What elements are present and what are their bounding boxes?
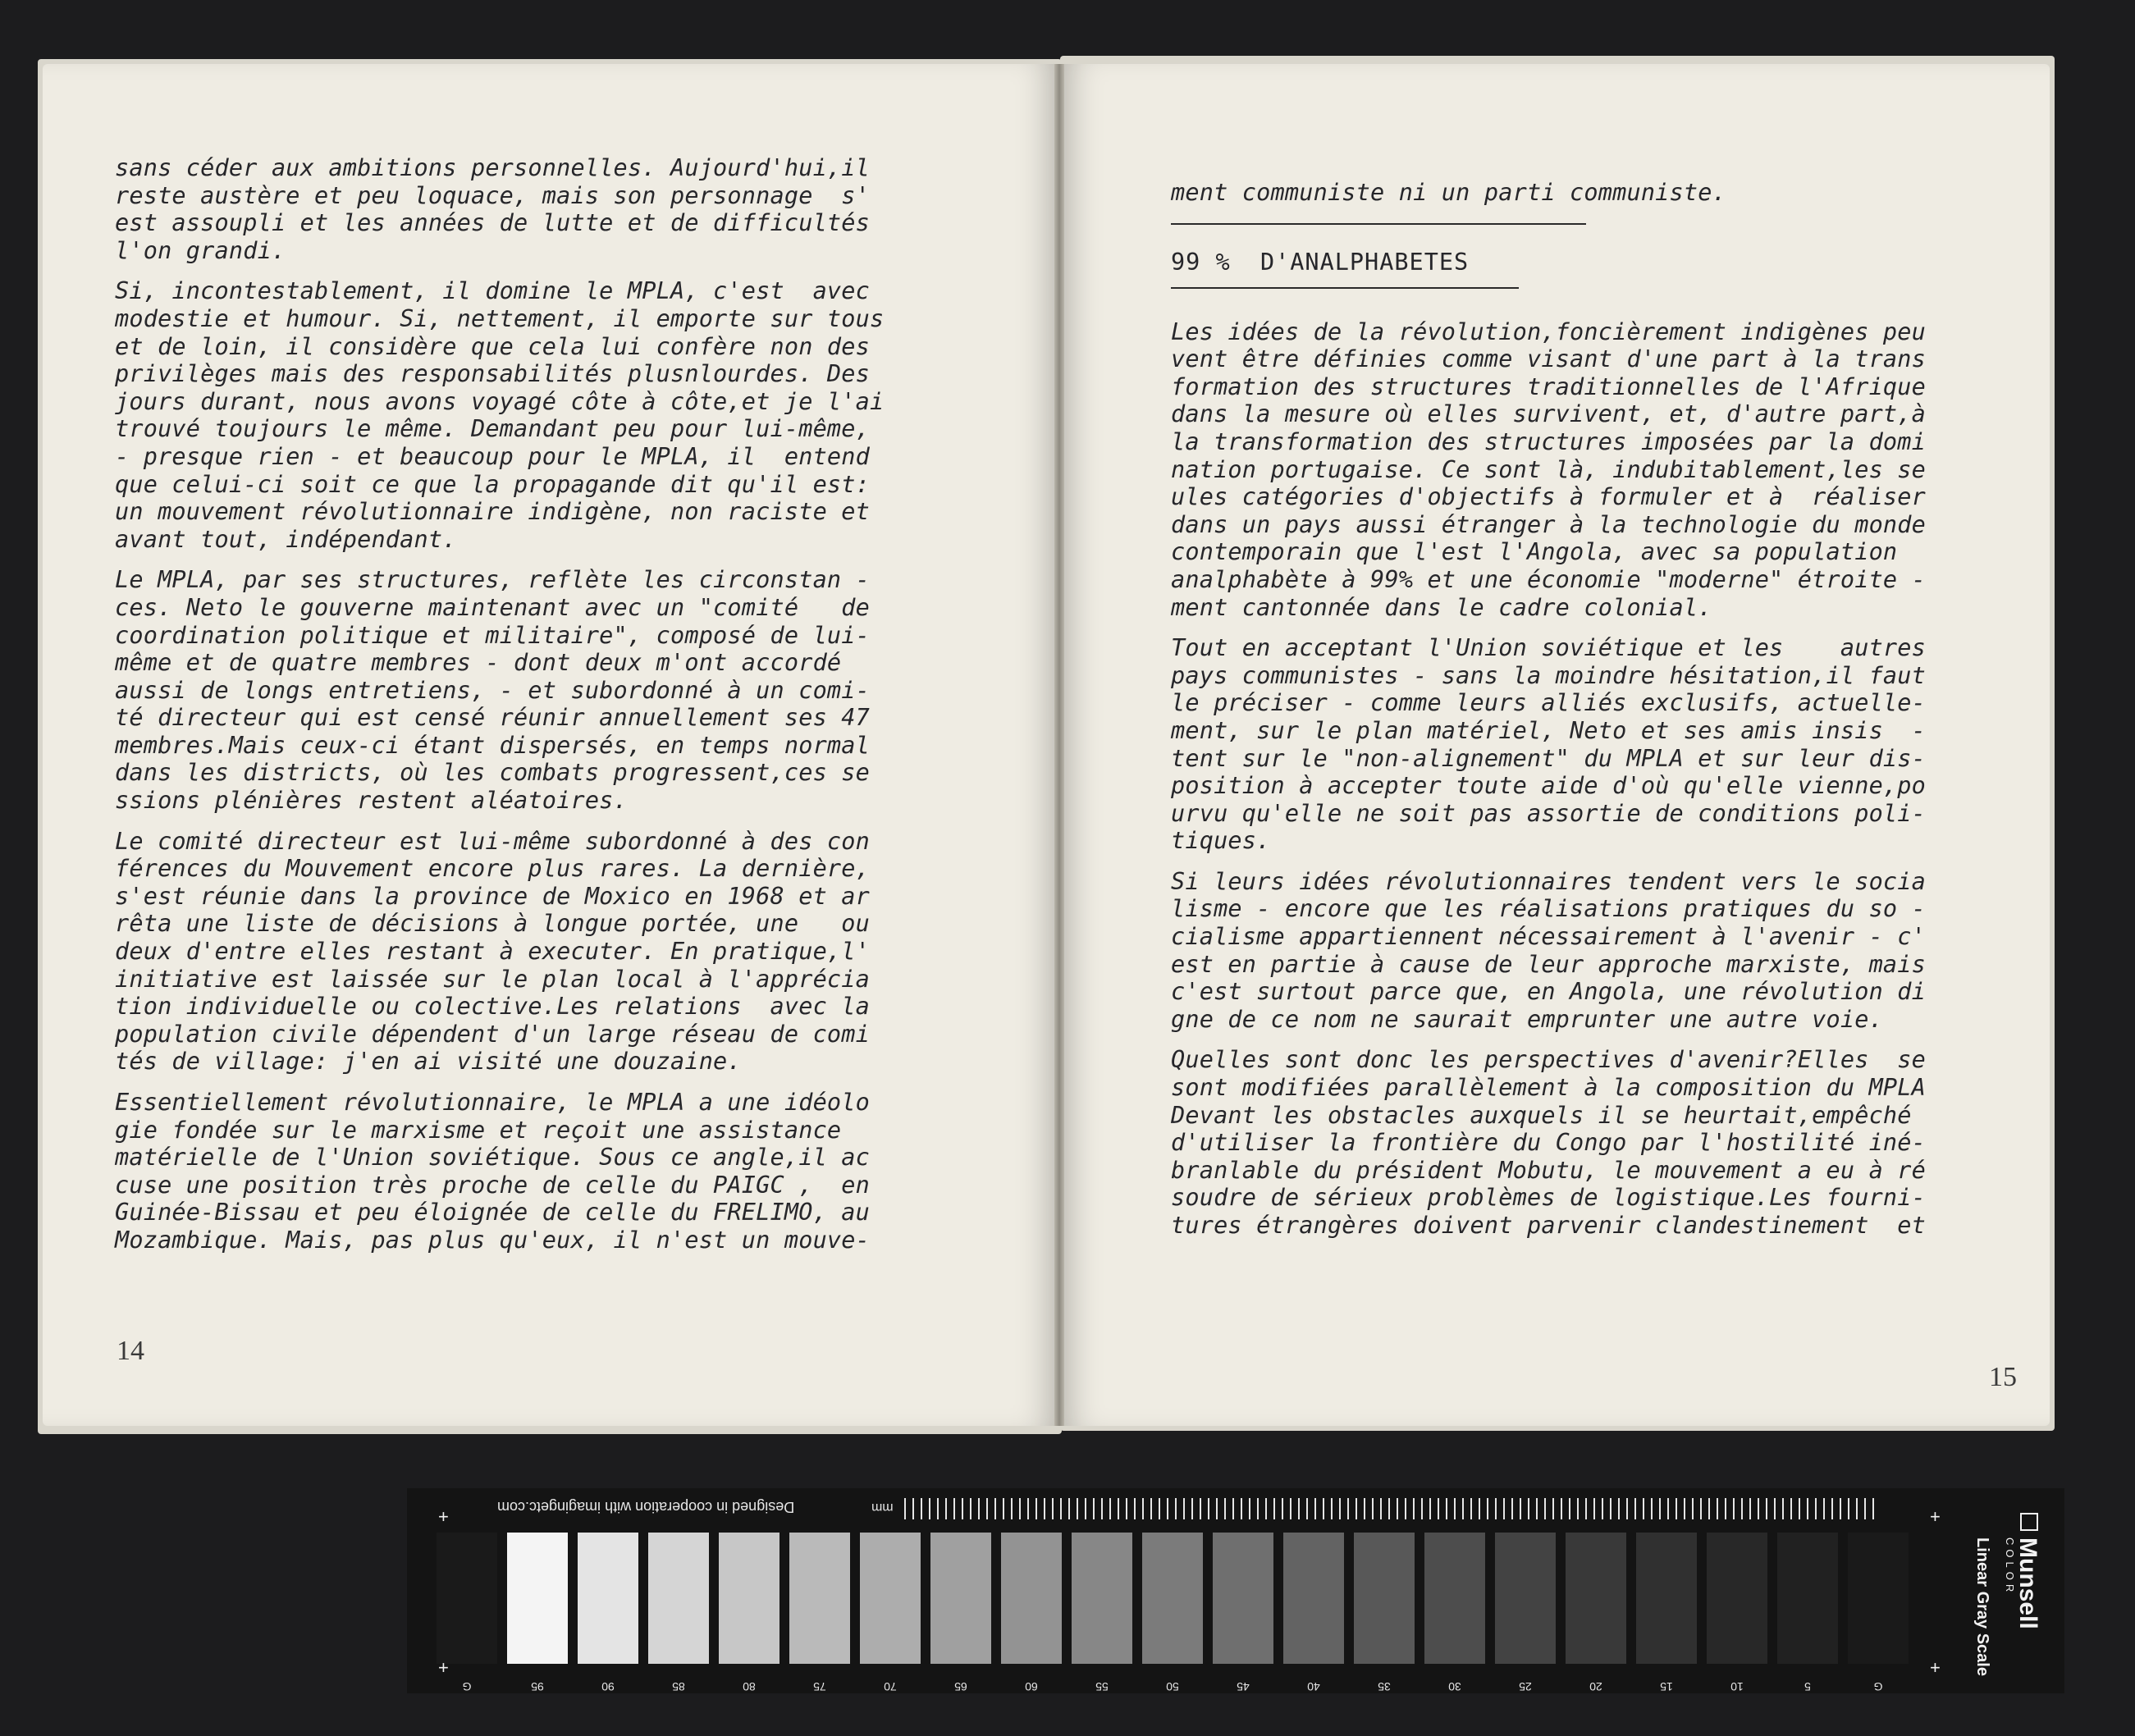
text-line: contemporain que l'est l'Angola, avec sa population <box>1171 538 1898 566</box>
text-line: position à accepter toute aide d'où qu'elle vienne,po <box>1171 772 1926 800</box>
paragraph <box>1171 1046 2041 1239</box>
swatch-label: 10 <box>1730 1680 1744 1693</box>
swatch-label: 30 <box>1448 1680 1461 1693</box>
text-line: matérielle de l'Union soviétique. Sous ce angle,il ac <box>115 1144 870 1172</box>
text-line: aussi de longs entretiens, - et subordonné à un comi- <box>115 676 870 704</box>
text-line: gie fondée sur le marxisme et reçoit une assistance <box>115 1116 842 1144</box>
text-line: ules catégories d'objectifs à formuler et à réaliser <box>1171 483 1926 511</box>
swatch-label: 75 <box>813 1680 826 1693</box>
swatch-label: 65 <box>954 1680 967 1693</box>
gray-swatch <box>789 1533 850 1693</box>
text-line: l'on grandi. <box>115 236 286 264</box>
text-line: initiative est laissée sur le plan local à l'apprécia <box>115 965 870 993</box>
text-line: Les idées de la révolution,foncièrement indigènes peu <box>1171 318 1926 345</box>
text-line: gne de ce nom ne saurait emprunter une autre voie. <box>1171 1005 1883 1033</box>
brand-name: Munsell <box>2014 1537 2041 1629</box>
gray-swatch <box>1424 1533 1485 1693</box>
section-heading-block <box>1171 223 2041 289</box>
swatch-label: 35 <box>1378 1680 1391 1693</box>
swatch-label: 60 <box>1025 1680 1038 1693</box>
paragraph <box>115 154 1046 264</box>
swatch-label: 40 <box>1307 1680 1320 1693</box>
text-line: et de loin, il considère que cela lui confère non des <box>115 332 870 360</box>
gray-swatch <box>1495 1533 1556 1693</box>
right-page <box>1064 64 2050 1426</box>
gray-swatch <box>1213 1533 1273 1693</box>
heading-rule-bottom <box>1171 287 1519 289</box>
text-line: tent sur le "non-alignement" du MPLA et sur leur dis- <box>1171 744 1926 772</box>
text-line: nation portugaise. Ce sont là, indubitablement,les se <box>1171 455 1926 483</box>
text-line: - presque rien - et beaucoup pour le MPLA, il entend <box>115 442 870 470</box>
text-line: Essentiellement révolutionnaire, le MPLA a une idéolo <box>115 1089 870 1116</box>
text-line: dans la mesure où elles survivent, et, d'autre part,à <box>1171 400 1926 428</box>
swatch-label: 50 <box>1166 1680 1179 1693</box>
text-line: Le MPLA, par ses structures, reflète les circonstan - <box>115 566 870 594</box>
text-line: ment cantonnée dans le cadre colonial. <box>1171 593 1712 621</box>
swatch-label: G <box>462 1680 472 1693</box>
paragraph <box>1171 318 2041 622</box>
text-line: ces. Neto le gouverne maintenant avec un "comité de <box>115 593 870 621</box>
text-line: membres.Mais ceux-ci étant dispersés, en temps normal <box>115 731 870 759</box>
registration-plus-icon: + <box>438 1506 449 1527</box>
text-line: branlable du président Mobutu, le mouvement a eu à ré <box>1171 1156 1926 1184</box>
gray-swatch <box>1848 1533 1909 1693</box>
gray-swatch <box>1566 1533 1626 1693</box>
text-line: té directeur qui est censé réunir annuellement ses 47 <box>115 704 870 732</box>
text-line: tion individuelle ou colective.Les relations avec la <box>115 993 870 1021</box>
text-line: rêta une liste de décisions à longue portée, une ou <box>115 910 870 938</box>
text-line: Tout en acceptant l'Union soviétique et les autres <box>1171 634 1926 662</box>
text-line: avant tout, indépendant. <box>115 525 457 553</box>
text-line: Quelles sont donc les perspectives d'avenir?Elles se <box>1171 1046 1926 1074</box>
left-page-text <box>115 154 1046 1268</box>
text-line: le préciser - comme leurs alliés exclusifs, actuelle- <box>1171 689 1926 717</box>
gray-swatch <box>578 1533 638 1693</box>
text-line: pays communistes - sans la moindre hésitation,il faut <box>1171 661 1926 689</box>
swatch-label: 5 <box>1804 1680 1811 1693</box>
paragraph <box>115 566 1046 814</box>
brand-subtitle: COLOR <box>2004 1537 2016 1597</box>
registration-plus-icon: + <box>438 1657 449 1678</box>
text-line: analphabète à 99% et une économie "moderne" étroite - <box>1171 565 1926 593</box>
text-line: vent être définies comme visant d'une part à la trans <box>1171 345 1926 373</box>
gray-swatch <box>1707 1533 1767 1693</box>
text-line: tés de village: j'en ai visité une douzaine. <box>115 1048 742 1076</box>
text-line: reste austère et peu loquace, mais son personnage s' <box>115 181 870 209</box>
gray-swatch <box>1636 1533 1697 1693</box>
page-number-left: 14 <box>117 1336 144 1366</box>
heading-rule-top <box>1171 223 1586 225</box>
text-line: soudre de sérieux problèmes de logistique.Les fourni- <box>1171 1184 1926 1212</box>
text-line: Guinée-Bissau et peu éloignée de celle du FRELIMO, au <box>115 1199 870 1227</box>
swatch-label: 15 <box>1660 1680 1673 1693</box>
paragraph <box>1171 868 2041 1034</box>
text-line: tures étrangères doivent parvenir clandestinement et <box>1171 1212 1926 1239</box>
gray-swatch <box>1283 1533 1344 1693</box>
paragraph <box>115 277 1046 553</box>
text-line: que celui-ci soit ce que la propagande dit qu'il est: <box>115 470 870 498</box>
product-name: Linear Gray Scale <box>1973 1537 1991 1676</box>
gray-swatch <box>648 1533 709 1693</box>
swatch-label: 80 <box>743 1680 756 1693</box>
text-line: ment, sur le plan matériel, Neto et ses amis insis - <box>1171 716 1926 744</box>
millimeter-ruler <box>904 1498 1881 1519</box>
swatch-label: 20 <box>1589 1680 1602 1693</box>
card-caption: Designed in cooperation with imagingetc.com <box>497 1499 795 1515</box>
gray-swatch <box>1777 1533 1838 1693</box>
swatch-label: 45 <box>1237 1680 1250 1693</box>
text-line: est en partie à cause de leur approche marxiste, mais <box>1171 950 1926 978</box>
registration-plus-icon: + <box>1930 1657 1941 1678</box>
right-page-intro <box>1171 179 2041 207</box>
text-line: tiques. <box>1171 827 1271 855</box>
text-line: férences du Mouvement encore plus rares. La dernière, <box>115 855 870 883</box>
registration-plus-icon: + <box>1930 1506 1941 1527</box>
swatch-label: 95 <box>531 1680 544 1693</box>
swatch-label: 55 <box>1095 1680 1109 1693</box>
text-line: la transformation des structures imposées par la domi <box>1171 427 1926 455</box>
text-line: coordination politique et militaire", composé de lui- <box>115 621 870 649</box>
right-page-text <box>1171 179 2041 1253</box>
text-line: population civile dépendent d'un large réseau de comi <box>115 1020 870 1048</box>
paragraph <box>115 1089 1046 1254</box>
booklet-spread <box>43 59 2050 1436</box>
text-line: Si, incontestablement, il domine le MPLA, c'est avec <box>115 277 870 305</box>
text-line: Le comité directeur est lui-même subordonné à des con <box>115 827 870 855</box>
swatch-label: 90 <box>601 1680 615 1693</box>
text-line: Devant les obstacles auxquels il se heurtait,empêché <box>1171 1101 1912 1129</box>
text-line: modestie et humour. Si, nettement, il emporte sur tous <box>115 304 885 332</box>
text-line: est assoupli et les années de lutte et de difficultés <box>115 209 870 237</box>
text-line: trouvé toujours le même. Demandant peu pour lui-même, <box>115 415 870 443</box>
text-line: d'utiliser la frontière du Congo par l'hostilité iné- <box>1171 1129 1926 1157</box>
text-line: s'est réunie dans la province de Moxico en 1968 et ar <box>115 882 870 910</box>
ruler-unit-label: mm <box>871 1501 894 1514</box>
swatch-label: 25 <box>1519 1680 1532 1693</box>
gray-swatch <box>930 1533 991 1693</box>
gray-swatch <box>719 1533 779 1693</box>
text-line: même et de quatre membres - dont deux m'ont accordé <box>115 649 842 677</box>
book-gutter <box>1054 64 1064 1426</box>
text-line: ssions plénières restent aléatoires. <box>115 787 628 815</box>
text-line: Si leurs idées révolutionnaires tendent vers le socia <box>1171 867 1926 895</box>
right-page-body <box>1171 318 2041 1240</box>
text-line: un mouvement révolutionnaire indigène, non raciste et <box>115 498 870 526</box>
text-line: dans un pays aussi étranger à la technologie du monde <box>1171 510 1926 538</box>
text-line: Mozambique. Mais, pas plus qu'eux, il n'est un mouve- <box>115 1226 870 1254</box>
text-line: urvu qu'elle ne soit pas assortie de conditions poli- <box>1171 799 1926 827</box>
text-line: deux d'entre elles restant à executer. En pratique,l' <box>115 938 870 966</box>
text-line: dans les districts, où les combats progressent,ces se <box>115 759 870 787</box>
gray-swatch <box>437 1533 497 1693</box>
munsell-logo-icon <box>2020 1513 2038 1531</box>
swatch-label: 70 <box>884 1680 897 1693</box>
text-line: jours durant, nous avons voyagé côte à côte,et je l'ai <box>115 387 885 415</box>
left-page <box>43 64 1054 1426</box>
text-line: privilèges mais des responsabilités plusnlourdes. Des <box>115 360 870 388</box>
text-line: cialisme appartiennent nécessairement à l'avenir - c' <box>1171 923 1926 951</box>
text-line: sans céder aux ambitions personnelles. Aujourd'hui,il <box>115 154 870 181</box>
page-number-right: 15 <box>1989 1362 2017 1392</box>
gray-swatch <box>860 1533 921 1693</box>
paragraph <box>1171 634 2041 855</box>
text-line: formation des structures traditionnelles de l'Afrique <box>1171 372 1926 400</box>
paragraph <box>115 828 1046 1076</box>
swatch-label: 85 <box>672 1680 685 1693</box>
gray-scale-card <box>407 1488 2064 1693</box>
gray-swatch <box>1142 1533 1203 1693</box>
gray-swatch <box>507 1533 568 1693</box>
swatch-label: G <box>1873 1680 1883 1693</box>
text-line: ment communiste ni un parti communiste. <box>1171 179 1726 206</box>
text-line: lisme - encore que les réalisations pratiques du so - <box>1171 895 1926 923</box>
gray-swatches <box>437 1533 1909 1693</box>
gray-swatch <box>1001 1533 1062 1693</box>
gray-swatch <box>1354 1533 1415 1693</box>
section-heading: 99 % D'ANALPHABETES <box>1171 248 1470 276</box>
text-line: c'est surtout parce que, en Angola, une révolution di <box>1171 978 1926 1006</box>
gray-swatch <box>1072 1533 1132 1693</box>
munsell-brand <box>1966 1513 2048 1676</box>
text-line: sont modifiées parallèlement à la composition du MPLA <box>1171 1074 1926 1102</box>
text-line: cuse une position très proche de celle du PAIGC , en <box>115 1171 870 1199</box>
